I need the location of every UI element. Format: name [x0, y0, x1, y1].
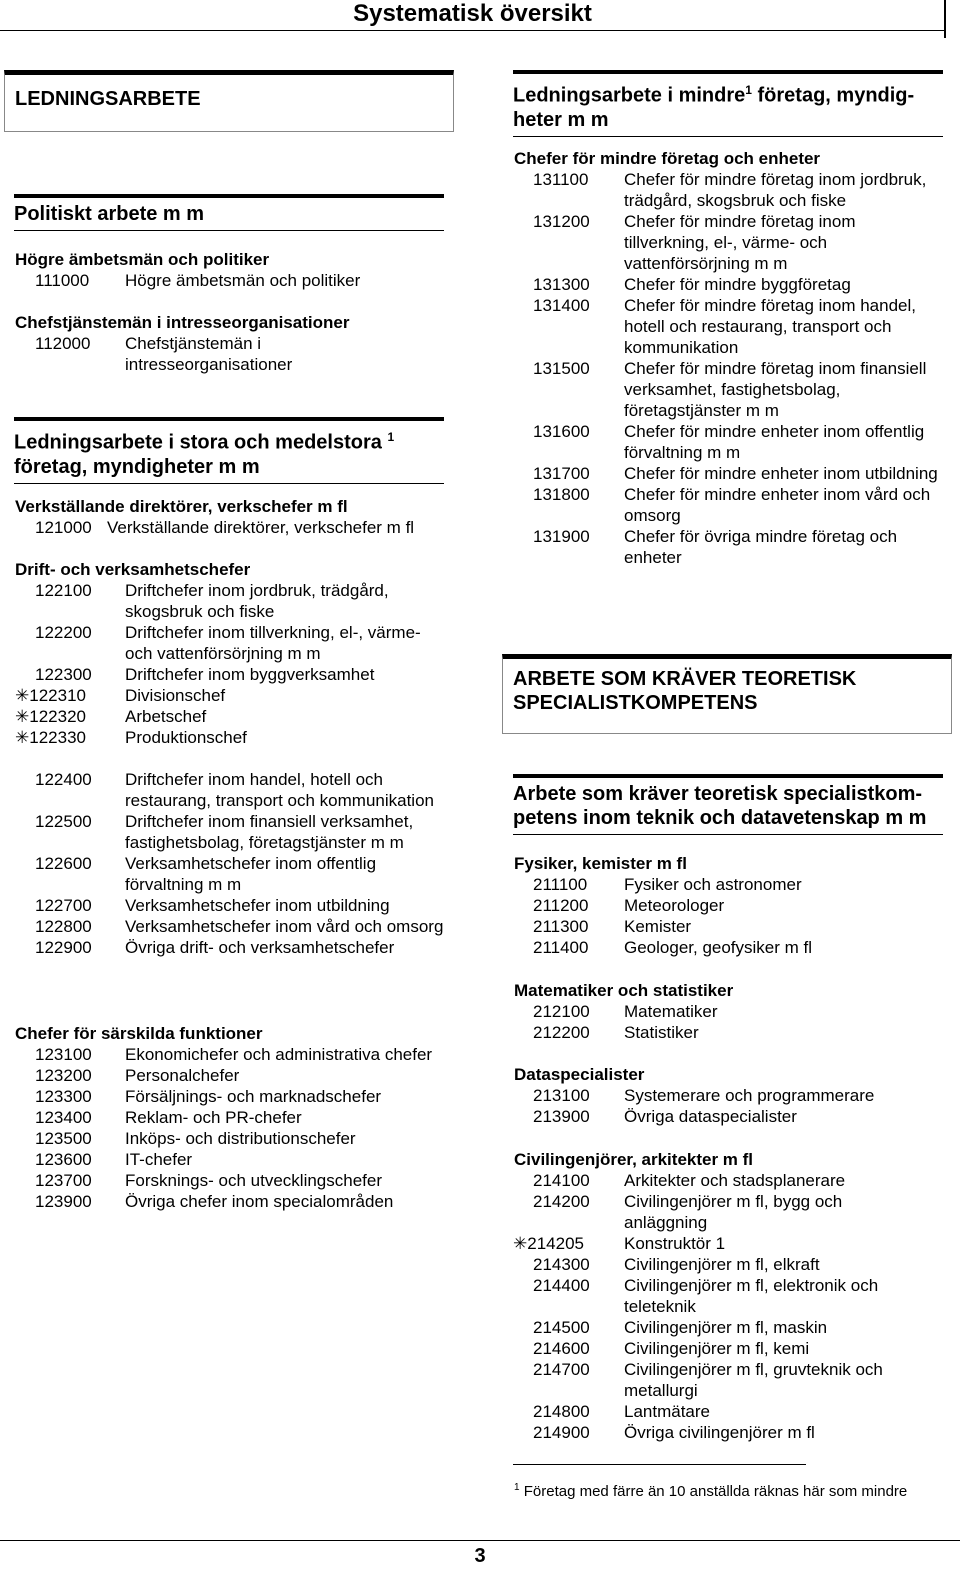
- section-title-line: företag, myndigheter m m: [14, 455, 260, 478]
- occupation-label: Konstruktör 1: [624, 1234, 726, 1253]
- occupation-label: Övriga drift- och verksamhetschefer: [125, 938, 395, 957]
- occupation-code: 122800: [35, 917, 92, 936]
- occupation-code: 212100: [533, 1002, 590, 1021]
- occupation-code: 214200: [533, 1192, 590, 1211]
- occupation-label: Driftchefer inom jordbruk, trädgård, skogsbruk och fiske: [125, 581, 389, 621]
- occupation-label: Övriga chefer inom specialområden: [125, 1192, 394, 1211]
- group-title: Fysiker, kemister m fl: [514, 854, 687, 873]
- occupation-code: 122400: [35, 770, 92, 789]
- occupation-label: Civilingenjörer m fl, gruvteknik och metallurgi: [624, 1360, 883, 1400]
- occupation-label: Chefstjänstemän i intresseorganisationer: [125, 334, 293, 374]
- occupation-code: 123400: [35, 1108, 92, 1127]
- section-title: Politiskt arbete m m: [14, 203, 205, 225]
- occupation-label: Chefer för mindre företag inom jordbruk, trädgård, skogsbruk och fiske: [624, 170, 927, 210]
- major-group-title: LEDNINGSARBETE: [15, 88, 201, 110]
- footer-rule: [0, 1540, 960, 1541]
- occupation-label: Chefer för övriga mindre företag och enheter: [624, 527, 898, 567]
- occupation-label: Verksamhetschefer inom utbildning: [125, 896, 390, 915]
- occupation-label: Verksamhetschefer inom vård och omsorg: [125, 917, 444, 936]
- occupation-code: 121000: [35, 518, 92, 537]
- occupation-label: IT-chefer: [125, 1150, 193, 1169]
- occupation-code: 131100: [533, 170, 589, 189]
- page-header: [0, 0, 945, 31]
- section-title-line: Arbete som kräver teoretisk specialistkom-: [513, 783, 923, 805]
- asterisk-icon: ✳: [15, 707, 30, 726]
- group-title: Dataspecialister: [514, 1065, 645, 1084]
- occupation-code: 122500: [35, 812, 92, 831]
- page-title: Systematisk översikt: [353, 0, 592, 27]
- occupation-code: 122900: [35, 938, 92, 957]
- occupation-label: Civilingenjörer m fl, elektronik och teleteknik: [624, 1276, 879, 1316]
- occupation-label: Fysiker och astronomer: [624, 875, 802, 894]
- asterisk-icon: ✳: [15, 686, 30, 705]
- occupation-label: Chefer för mindre företag inom handel, hotell och restaurang, transport och kommunikation: [624, 296, 916, 357]
- occupation-code: ✳214205: [513, 1234, 584, 1253]
- occupation-label: Verksamhetschefer inom offentlig förvaltning m m: [125, 854, 377, 894]
- occupation-code: 122100: [35, 581, 92, 600]
- occupation-code: 214800: [533, 1402, 590, 1421]
- major-group-box: [4, 70, 454, 132]
- section-title-line: Ledningsarbete i mindre: [513, 84, 746, 107]
- occupation-label: Driftchefer inom finansiell verksamhet, fastighetsbolag, företagstjänster m m: [125, 812, 414, 852]
- occupation-code: 211200: [533, 896, 589, 915]
- occupation-label: Meteorologer: [624, 896, 725, 915]
- occupation-label: Övriga civilingenjörer m fl: [624, 1423, 815, 1442]
- occupation-code: 211300: [533, 917, 589, 936]
- occupation-code: 122700: [35, 896, 92, 915]
- occupation-label: Civilingenjörer m fl, elkraft: [624, 1255, 820, 1274]
- section-title-line: företag, myndig-: [757, 84, 915, 107]
- occupation-code: 131500: [533, 359, 590, 378]
- major-group-box: [502, 654, 952, 734]
- occupation-label: Chefer för mindre enheter inom utbildning: [624, 464, 938, 483]
- occupation-label: Produktionschef: [125, 728, 247, 747]
- group-title: Civilingenjörer, arkitekter m fl: [514, 1150, 754, 1169]
- occupation-label: Statistiker: [624, 1023, 699, 1042]
- occupation-label: Högre ämbetsmän och politiker: [125, 271, 361, 290]
- asterisk-icon: ✳: [513, 1234, 528, 1253]
- occupation-label: Försäljnings- och marknadschefer: [125, 1087, 382, 1106]
- section-title-line: heter m m: [513, 108, 609, 131]
- occupation-code: ✳122310: [15, 686, 86, 705]
- group-title: Högre ämbetsmän och politiker: [15, 250, 270, 269]
- occupation-code: 214700: [533, 1360, 590, 1379]
- occupation-label: Chefer för mindre företag inom tillverkning, el-, värme- och vattenförsörjning m m: [624, 212, 856, 273]
- occupation-code: 214100: [533, 1171, 590, 1190]
- occupation-code: 131400: [533, 296, 590, 315]
- occupation-label: Driftchefer inom handel, hotell och restaurang, transport och kommunikation: [125, 770, 434, 810]
- occupation-code: 214500: [533, 1318, 590, 1337]
- footnote: [514, 1479, 907, 1501]
- occupation-code: 122200: [35, 623, 92, 642]
- occupation-code: 131900: [533, 527, 590, 546]
- occupation-code: 213900: [533, 1107, 590, 1126]
- occupation-code: 214900: [533, 1423, 590, 1442]
- occupation-label: Driftchefer inom tillverkning, el-, värme- och vattenförsörjning m m: [125, 623, 421, 663]
- occupation-label: Chefer för mindre byggföretag: [624, 275, 851, 294]
- occupation-code: 123300: [35, 1087, 92, 1106]
- occupation-code: 131200: [533, 212, 590, 231]
- occupation-label: Arkitekter och stadsplanerare: [624, 1171, 846, 1190]
- occupation-label: Personalchefer: [125, 1066, 240, 1085]
- occupation-code: 213100: [533, 1086, 590, 1105]
- footnote-rule: [513, 1464, 806, 1465]
- occupation-code: 111000: [35, 271, 90, 290]
- occupation-label: Lantmätare: [624, 1402, 710, 1421]
- occupation-label: Divisionschef: [125, 686, 226, 705]
- footnote-text: Företag med färre än 10 anställda räknas här som mindre: [523, 1483, 908, 1500]
- major-group-title-line: SPECIALISTKOMPETENS: [513, 692, 758, 714]
- occupation-label: Matematiker: [624, 1002, 718, 1021]
- occupation-code: 123700: [35, 1171, 92, 1190]
- occupation-code: 214600: [533, 1339, 590, 1358]
- occupation-label: Civilingenjörer m fl, maskin: [624, 1318, 828, 1337]
- group-title: Drift- och verksamhetschefer: [15, 560, 251, 579]
- occupation-code: 131600: [533, 422, 590, 441]
- occupation-label: Chefer för mindre enheter inom offentlig förvaltning m m: [624, 422, 925, 462]
- section-title-line: Ledningsarbete i stora och medelstora: [14, 431, 382, 454]
- asterisk-icon: ✳: [15, 728, 30, 747]
- group-title: Chefer för särskilda funktioner: [15, 1024, 263, 1043]
- occupation-label: Driftchefer inom byggverksamhet: [125, 665, 375, 684]
- occupation-code: 122600: [35, 854, 92, 873]
- major-group-title-line: ARBETE SOM KRÄVER TEORETISK: [513, 668, 857, 690]
- occupation-code: 112000: [35, 334, 91, 353]
- occupation-code: 131700: [533, 464, 590, 483]
- section-heading: [14, 194, 444, 231]
- occupation-label: Övriga dataspecialister: [624, 1107, 797, 1126]
- occupation-label: Chefer för mindre enheter inom vård och omsorg: [624, 485, 931, 525]
- occupation-code: ✳122320: [15, 707, 86, 726]
- occupation-label: Forsknings- och utvecklingschefer: [125, 1171, 383, 1190]
- occupation-label: Ekonomichefer och administrativa chefer: [125, 1045, 433, 1064]
- occupation-code: 211100: [533, 875, 588, 894]
- page-number: 3: [474, 1545, 486, 1567]
- group-title: Chefer för mindre företag och enheter: [514, 149, 821, 168]
- occupation-code: 123500: [35, 1129, 92, 1148]
- section-heading: [513, 774, 943, 835]
- occupation-code: 214300: [533, 1255, 590, 1274]
- occupation-label: Reklam- och PR-chefer: [125, 1108, 302, 1127]
- group-title: Matematiker och statistiker: [514, 981, 734, 1000]
- section-heading: [513, 70, 943, 137]
- group-title: Chefstjänstemän i intresseorganisationer: [15, 313, 350, 332]
- occupation-label: Geologer, geofysiker m fl: [624, 938, 813, 957]
- occupation-label: Chefer för mindre företag inom finansiell verksamhet, fastighetsbolag, företagstjänster m m: [624, 359, 927, 420]
- occupation-code: 131800: [533, 485, 590, 504]
- occupation-label: Verkställande direktörer, verkschefer m fl: [107, 518, 415, 537]
- occupation-code: 214400: [533, 1276, 590, 1295]
- occupation-code: 123600: [35, 1150, 92, 1169]
- footnote-mark: 1: [514, 1482, 520, 1493]
- section-heading: [14, 417, 444, 484]
- occupation-label: Civilingenjörer m fl, bygg och anläggning: [624, 1192, 843, 1232]
- header-edge-bar: [944, 0, 960, 38]
- footnote-mark: 1: [387, 430, 395, 444]
- occupation-code: 123200: [35, 1066, 92, 1085]
- occupation-code: 123100: [35, 1045, 92, 1064]
- occupation-label: Inköps- och distributionschefer: [125, 1129, 356, 1148]
- occupation-label: Kemister: [624, 917, 692, 936]
- occupation-label: Systemerare och programmerare: [624, 1086, 875, 1105]
- occupation-code: 131300: [533, 275, 590, 294]
- footnote-mark: 1: [745, 83, 752, 97]
- occupation-label: Arbetschef: [125, 707, 207, 726]
- section-title-line: petens inom teknik och datavetenskap m m: [513, 807, 927, 829]
- occupation-label: Civilingenjörer m fl, kemi: [624, 1339, 810, 1358]
- occupation-code: 123900: [35, 1192, 92, 1211]
- occupation-code: 212200: [533, 1023, 590, 1042]
- occupation-code: ✳122330: [15, 728, 86, 747]
- occupation-code: 122300: [35, 665, 92, 684]
- occupation-code: 211400: [533, 938, 589, 957]
- group-title: Verkställande direktörer, verkschefer m fl: [15, 497, 348, 516]
